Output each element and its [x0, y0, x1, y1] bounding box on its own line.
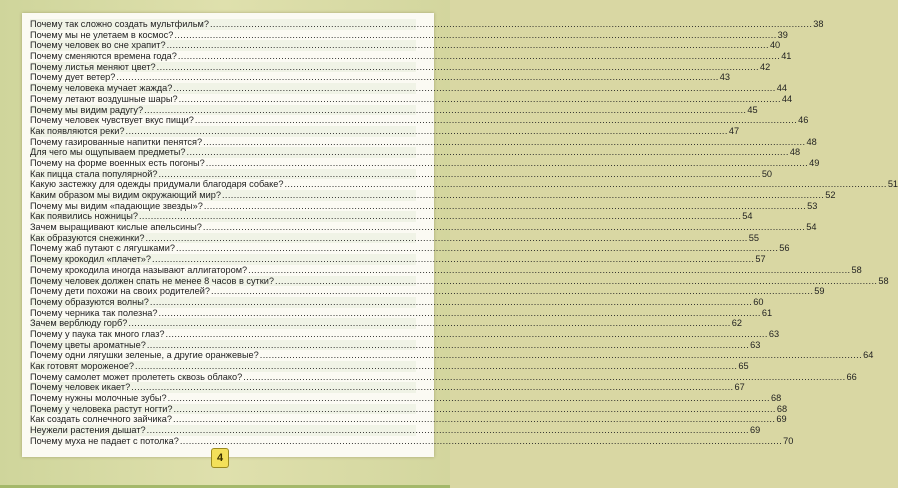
toc-entry [30, 275, 889, 287]
toc-entry [30, 19, 824, 30]
toc-leader-dots [128, 318, 730, 329]
toc-entry [30, 51, 792, 62]
toc-entry-title: Какую застежку для одежды придумали благодаря собаке? [30, 179, 284, 190]
toc-entry-title: Почему черника так полезна? [30, 307, 158, 318]
toc-entry-page: 42 [760, 61, 771, 72]
toc-leader-dots [210, 19, 812, 30]
toc-leader-dots [222, 190, 824, 201]
toc-leader-dots [157, 62, 759, 73]
toc-entry [30, 222, 817, 233]
toc-leader-dots [180, 436, 782, 447]
toc-entry [30, 179, 898, 190]
toc-leader-dots [126, 126, 728, 137]
toc-entry-title: Почему листья меняют цвет? [30, 61, 156, 72]
toc-leader-dots [147, 340, 749, 351]
toc-leader-dots [260, 350, 862, 361]
toc-entry-page: 58 [851, 264, 862, 275]
toc-entry [30, 147, 801, 158]
toc-entry-page: 55 [748, 232, 759, 243]
toc-entry-page: 63 [750, 339, 761, 350]
toc-entry-page: 64 [863, 350, 874, 361]
toc-entry-title: Почему самолет может пролететь сквозь облако? [30, 371, 243, 382]
toc-leader-dots [176, 243, 778, 254]
toc-entry-title: Как создать солнечного зайчика? [30, 414, 173, 425]
toc-entry-page: 47 [728, 125, 740, 136]
toc-entry [30, 382, 745, 393]
toc-leader-dots [195, 115, 797, 126]
toc-leader-dots [204, 201, 806, 212]
toc-leader-dots [243, 372, 845, 383]
toc-entry-page: 58 [878, 275, 889, 286]
toc-entry-title: Почему на форме военных есть погоны? [30, 157, 205, 168]
toc-leader-dots [203, 222, 805, 233]
toc-entry-title: Почему крокодила иногда называют аллигатором? [30, 264, 248, 275]
toc-entry-title: Как появились ножницы? [30, 211, 138, 222]
page-number-badge: 4 [211, 448, 229, 468]
toc-entry-page: 61 [761, 307, 773, 318]
toc-entry [30, 40, 781, 51]
toc-entry [30, 93, 793, 105]
toc-leader-dots [174, 30, 776, 41]
toc-leader-dots [206, 158, 808, 169]
toc-entry [30, 190, 836, 201]
toc-entry-title: Почему человек чувствует вкус пищи? [30, 115, 194, 126]
toc-entry-title: Почему человек во сне храпит? [30, 40, 166, 51]
table-of-contents [30, 19, 898, 447]
toc-entry-page: 40 [769, 40, 781, 51]
toc-entry-title: Почему человека мучает жажда? [30, 83, 173, 94]
toc-entry [30, 136, 817, 148]
toc-entry-title: Как образуются снежинки? [30, 232, 145, 243]
toc-entry [30, 328, 780, 340]
toc-entry-title: Как готовят мороженое? [30, 361, 135, 371]
toc-entry-title: Почему одни лягушки зеленые, а другие оранжевые? [30, 350, 259, 361]
toc-leader-dots [178, 51, 780, 62]
toc-entry-title: Почему мы не улетаем в космос? [30, 29, 174, 40]
toc-entry-title: Как пицца стала популярной? [30, 168, 158, 179]
toc-leader-dots [168, 393, 770, 404]
toc-entry [30, 29, 788, 41]
toc-entry-page: 44 [776, 83, 787, 94]
toc-entry [30, 318, 742, 329]
toc-entry [30, 232, 759, 244]
toc-leader-dots [179, 94, 781, 105]
toc-entry-title: Зачем выращивают кислые апельсины? [30, 222, 202, 233]
toc-entry [30, 61, 771, 73]
toc-entry-page: 69 [776, 414, 787, 425]
toc-entry-page: 39 [777, 29, 788, 40]
toc-entry-title: Зачем верблюду горб? [30, 318, 128, 329]
toc-leader-dots [275, 276, 877, 287]
toc-leader-dots [174, 404, 776, 415]
toc-entry-title: Почему человек должен спать не менее 8 часов в сутки? [30, 275, 275, 286]
toc-entry [30, 168, 773, 180]
toc-entry-title: Почему крокодил «плачет»? [30, 254, 152, 265]
toc-entry [30, 403, 788, 415]
toc-entry-page: 43 [719, 72, 730, 83]
toc-entry-page: 41 [781, 51, 792, 62]
toc-entry-page: 46 [798, 115, 809, 126]
toc-entry [30, 425, 761, 436]
toc-entry-title: Почему у паука так много глаз? [30, 328, 165, 339]
toc-leader-dots [150, 297, 752, 308]
toc-entry-page: 53 [807, 200, 818, 211]
toc-entry [30, 361, 749, 372]
toc-entry [30, 72, 730, 83]
toc-leader-dots [187, 147, 789, 158]
toc-entry-title: Почему муха не падает с потолка? [30, 435, 179, 446]
toc-entry-title: Почему сменяются времена года? [30, 51, 177, 62]
toc-entry-page: 65 [738, 361, 749, 371]
toc-leader-dots [152, 254, 754, 265]
toc-entry [30, 254, 766, 265]
toc-entry-page: 62 [731, 318, 742, 329]
toc-leader-dots [167, 40, 769, 51]
toc-leader-dots [173, 83, 775, 94]
toc-entry-page: 67 [734, 382, 745, 393]
toc-leader-dots [284, 179, 886, 190]
toc-entry-title: Каким образом мы видим окружающий мир? [30, 190, 221, 200]
toc-entry-title: Как появляются реки? [30, 125, 125, 136]
toc-entry [30, 125, 740, 137]
toc-entry [30, 200, 818, 212]
toc-entry [30, 435, 794, 447]
toc-entry [30, 104, 758, 116]
toc-entry [30, 83, 787, 94]
toc-entry-title: Почему так сложно создать мультфильм? [30, 19, 209, 29]
toc-leader-dots [159, 308, 761, 319]
toc-entry-title: Почему человек икает? [30, 382, 131, 393]
toc-entry [30, 264, 862, 276]
toc-entry [30, 211, 753, 222]
toc-entry-title: Почему цветы ароматные? [30, 339, 146, 350]
contents-page [22, 13, 898, 457]
toc-entry-page: 51 [887, 179, 898, 190]
toc-entry-title: Почему дует ветер? [30, 72, 116, 83]
toc-entry-page: 60 [753, 296, 764, 307]
toc-leader-dots [211, 286, 813, 297]
toc-leader-dots [135, 361, 737, 372]
toc-entry-page: 69 [749, 425, 761, 436]
toc-entry-page: 70 [783, 435, 794, 446]
toc-leader-dots [116, 72, 718, 83]
toc-entry-title: Почему мы видим «падающие звезды»? [30, 200, 203, 211]
toc-entry-page: 49 [809, 157, 820, 168]
toc-entry [30, 115, 809, 126]
toc-entry-page: 52 [825, 190, 836, 200]
toc-entry [30, 307, 773, 319]
toc-leader-dots [166, 329, 768, 340]
toc-entry-page: 44 [781, 93, 793, 104]
toc-entry [30, 350, 874, 361]
toc-entry-title: Почему жаб путают с лягушками? [30, 243, 175, 254]
toc-entry [30, 371, 857, 383]
toc-leader-dots [248, 265, 850, 276]
toc-entry-page: 38 [813, 19, 824, 29]
toc-entry-title: Почему образуются волны? [30, 296, 149, 307]
toc-entry-page: 66 [846, 371, 857, 382]
toc-leader-dots [203, 137, 805, 148]
toc-entry-page: 68 [776, 403, 788, 414]
toc-entry-title: Почему нужны молочные зубы? [30, 393, 167, 404]
toc-entry-page: 48 [789, 147, 801, 158]
toc-entry-page: 56 [779, 243, 790, 254]
toc-entry [30, 243, 790, 254]
toc-entry-page: 68 [770, 393, 782, 404]
toc-entry [30, 286, 825, 297]
toc-entry-title: Почему газированные напитки пенятся? [30, 136, 203, 147]
toc-entry-title: Почему мы видим радугу? [30, 104, 144, 115]
toc-entry-title: Неужели растения дышат? [30, 425, 146, 436]
toc-entry-page: 50 [761, 168, 773, 179]
toc-leader-dots [145, 233, 747, 244]
toc-entry-page: 59 [814, 286, 825, 297]
toc-entry-page: 48 [806, 136, 817, 147]
toc-leader-dots [147, 425, 749, 436]
toc-entry [30, 157, 820, 169]
toc-entry-page: 54 [742, 211, 753, 222]
toc-entry-title: Почему летают воздушные шары? [30, 93, 178, 104]
toc-leader-dots [158, 169, 760, 180]
toc-entry-title: Почему у человека растут ногти? [30, 403, 173, 414]
toc-entry [30, 339, 761, 351]
toc-entry [30, 414, 787, 425]
toc-entry-page: 54 [806, 222, 817, 233]
toc-leader-dots [139, 211, 741, 222]
toc-entry [30, 393, 782, 404]
toc-leader-dots [173, 414, 775, 425]
toc-leader-dots [144, 105, 746, 116]
toc-leader-dots [131, 382, 733, 393]
toc-entry-page: 63 [768, 328, 780, 339]
toc-entry [30, 296, 764, 308]
toc-entry-page: 45 [747, 104, 758, 115]
toc-entry-page: 57 [755, 254, 766, 265]
toc-entry-title: Для чего мы ощупываем предметы? [30, 147, 186, 158]
toc-entry-title: Почему дети похожи на своих родителей? [30, 286, 210, 297]
